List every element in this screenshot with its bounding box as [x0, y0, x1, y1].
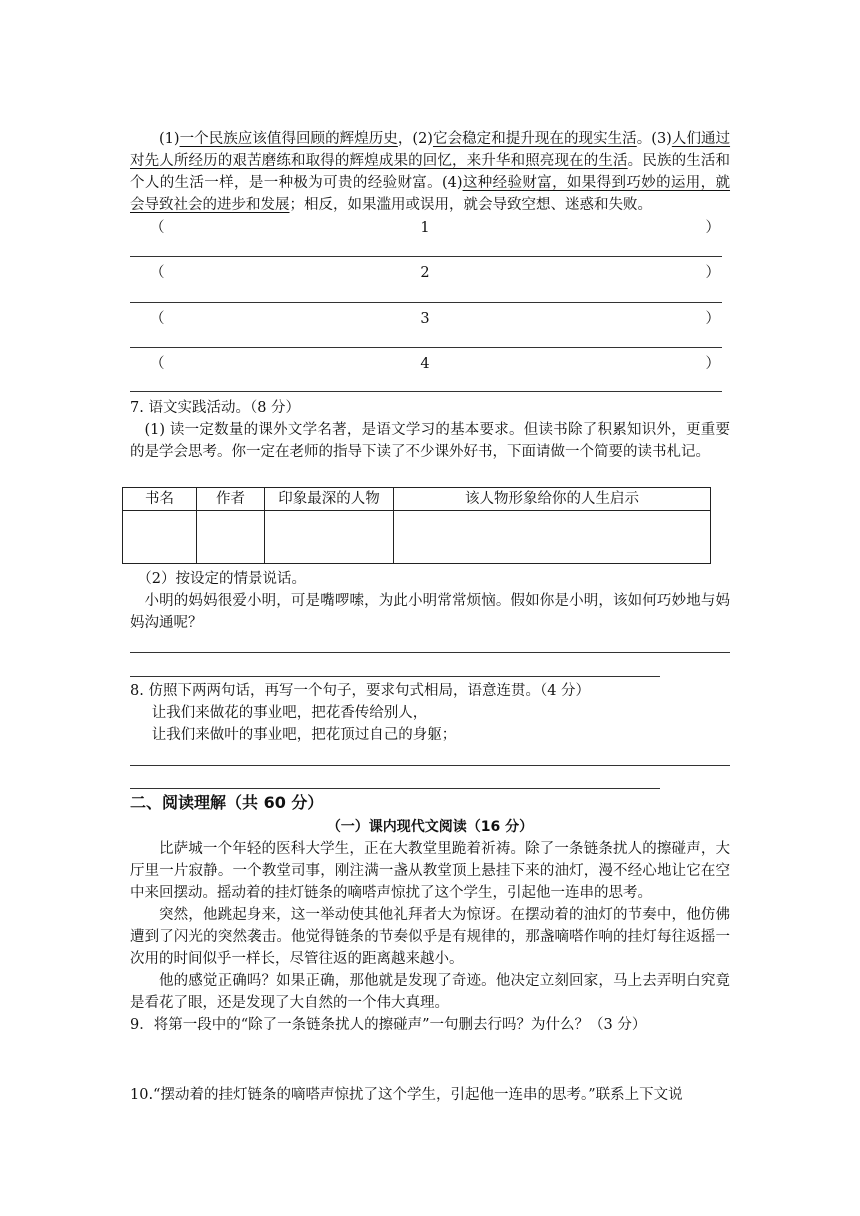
left-paren: （: [150, 220, 165, 236]
sentence-1-underlined: 一个民族应该值得回顾的辉煌历史: [179, 131, 398, 147]
answer-line-2[interactable]: [130, 302, 722, 303]
answer-line-1[interactable]: [130, 256, 722, 257]
header-author: 作者: [197, 488, 265, 511]
punct: 。: [636, 131, 652, 147]
q8-answer-line-2[interactable]: [130, 788, 660, 789]
passage-paragraph-2: 突然，他跳起身来，这一举动使其他礼拜者大为惊讶。在摆动着的油灯的节奏中，他仿佛遭到了闪光的突然袭击。他觉得链条的节奏似乎是有规律的，那盏嘀嗒作响的挂灯每往返摇一次用的时间似乎一样长，尽管往返的距离越来越小。: [130, 907, 730, 967]
answer-line-4[interactable]: [130, 391, 722, 392]
q7-answer-line-1[interactable]: [130, 652, 730, 653]
reading-passage: [130, 838, 730, 1036]
sentence-3-label: (3): [651, 131, 672, 147]
cell-book-title[interactable]: [123, 511, 197, 564]
header-book-title: 书名: [123, 488, 197, 511]
sentence-2-underlined: 它会稳定和提升现在的现实生活: [432, 131, 637, 147]
punct: ，: [397, 131, 413, 147]
q6-paragraph-block: [130, 128, 730, 216]
paragraph-end-text: ；相反，如果滥用或误用，就会导致空想、迷惑和失败。: [289, 197, 652, 213]
q7-part1: (1) 读一定数量的课外文学名著，是语文学习的基本要求。但读书除了积累知识外，更重要的是学会思考。你一定在老师的指导下读了不少课外好书，下面请做一个简要的读书札记。: [130, 422, 730, 460]
answer-line-3[interactable]: [130, 347, 722, 348]
q8-title: 8. 仿照下两两句话，再写一个句子，要求句式相局，语意连贯。（4 分）: [130, 683, 591, 699]
q7-part2-text: 小明的妈妈很爱小明，可是嘴啰嗦，为此小明常常烦恼。假如你是小明，该如何巧妙地与妈妈沟通呢？: [130, 593, 730, 631]
cell-character[interactable]: [265, 511, 394, 564]
q7-block: [130, 397, 730, 463]
left-paren: （: [150, 311, 165, 327]
answer-row-3: [130, 308, 720, 330]
answer-number: 4: [420, 356, 430, 372]
left-paren: （: [150, 265, 165, 281]
q7-part2-title: （2）按设定的情景说话。: [137, 571, 306, 587]
right-paren: ）: [705, 356, 720, 372]
paragraph-middle-text: 。民族的生活和个人的生活一样，是一种极为可贵的经验财富。: [130, 153, 730, 191]
sentence-2-label: (2): [412, 131, 433, 147]
q8-answer-line-1[interactable]: [130, 765, 730, 766]
passage-paragraph-1: 比萨城一个年轻的医科大学生，正在大教堂里跪着祈祷。除了一条链条扰人的擦碰声，大厅里一片寂静。一个教堂司事，刚注满一盏从教堂顶上悬挂下来的油灯，漫不经心地让它在空中来回摆动。摇动着的挂灯链条的嘀嗒声惊扰了这个学生，引起他一连串的思考。: [130, 841, 730, 901]
q9-text: 9．将第一段中的“除了一条链条扰人的擦碰声”一句删去行吗？为什么？（3 分）: [130, 1017, 647, 1033]
answer-row-4: [130, 353, 720, 375]
table-header-row: [123, 488, 711, 511]
table-answer-row: [123, 511, 711, 564]
sentence-4-label: (4): [442, 175, 463, 191]
answer-row-2: [130, 262, 720, 284]
q10-block: [130, 1084, 730, 1106]
sentence-4-underlined: 这种经验财富，如果得到巧妙的运用，就会导致社会的进步和发展: [130, 175, 731, 213]
header-inspiration: 该人物形象给你的人生启示: [394, 488, 711, 511]
right-paren: ）: [705, 265, 720, 281]
left-paren: （: [150, 356, 165, 372]
q8-line1: 让我们来做花的事业吧，把花香传给别人，: [151, 705, 428, 721]
header-character: 印象最深的人物: [265, 488, 394, 511]
section-2-subtitle: （一）课内现代文阅读（16 分）: [326, 819, 534, 835]
section-2-title: 二、阅读理解（共 60 分）: [130, 793, 324, 812]
q8-line2: 让我们来做叶的事业吧，把花顶过自己的身躯；: [151, 727, 457, 743]
answer-row-1: [130, 217, 720, 239]
sentence-3-underlined: 人们通过对先人所经历的艰苦磨练和取得的辉煌成果的回忆，来升华和照亮现在的生活: [130, 131, 731, 169]
passage-paragraph-3: 他的感觉正确吗？如果正确，那他就是发现了奇迹。他决定立刻回家，马上去弄明白究竟是看花了眼，还是发现了大自然的一个伟大真理。: [130, 973, 730, 1011]
cell-author[interactable]: [197, 511, 265, 564]
reading-notes-table: [122, 487, 711, 564]
answer-number: 3: [420, 311, 430, 327]
q7-title: 7. 语文实践活动。（8 分）: [130, 400, 301, 416]
right-paren: ）: [705, 311, 720, 327]
q7-answer-line-2[interactable]: [130, 676, 660, 677]
right-paren: ）: [705, 220, 720, 236]
q10-text: 10.“摆动着的挂灯链条的嘀嗒声惊扰了这个学生，引起他一连串的思考。”联系上下文说: [130, 1087, 683, 1103]
sentence-1-label: (1): [159, 131, 180, 147]
answer-number: 2: [420, 265, 430, 281]
q8-block: [130, 680, 730, 746]
q7-part2-block: [130, 568, 730, 634]
cell-inspiration[interactable]: [394, 511, 711, 564]
answer-number: 1: [420, 220, 430, 236]
q6-paragraph: [130, 128, 730, 216]
